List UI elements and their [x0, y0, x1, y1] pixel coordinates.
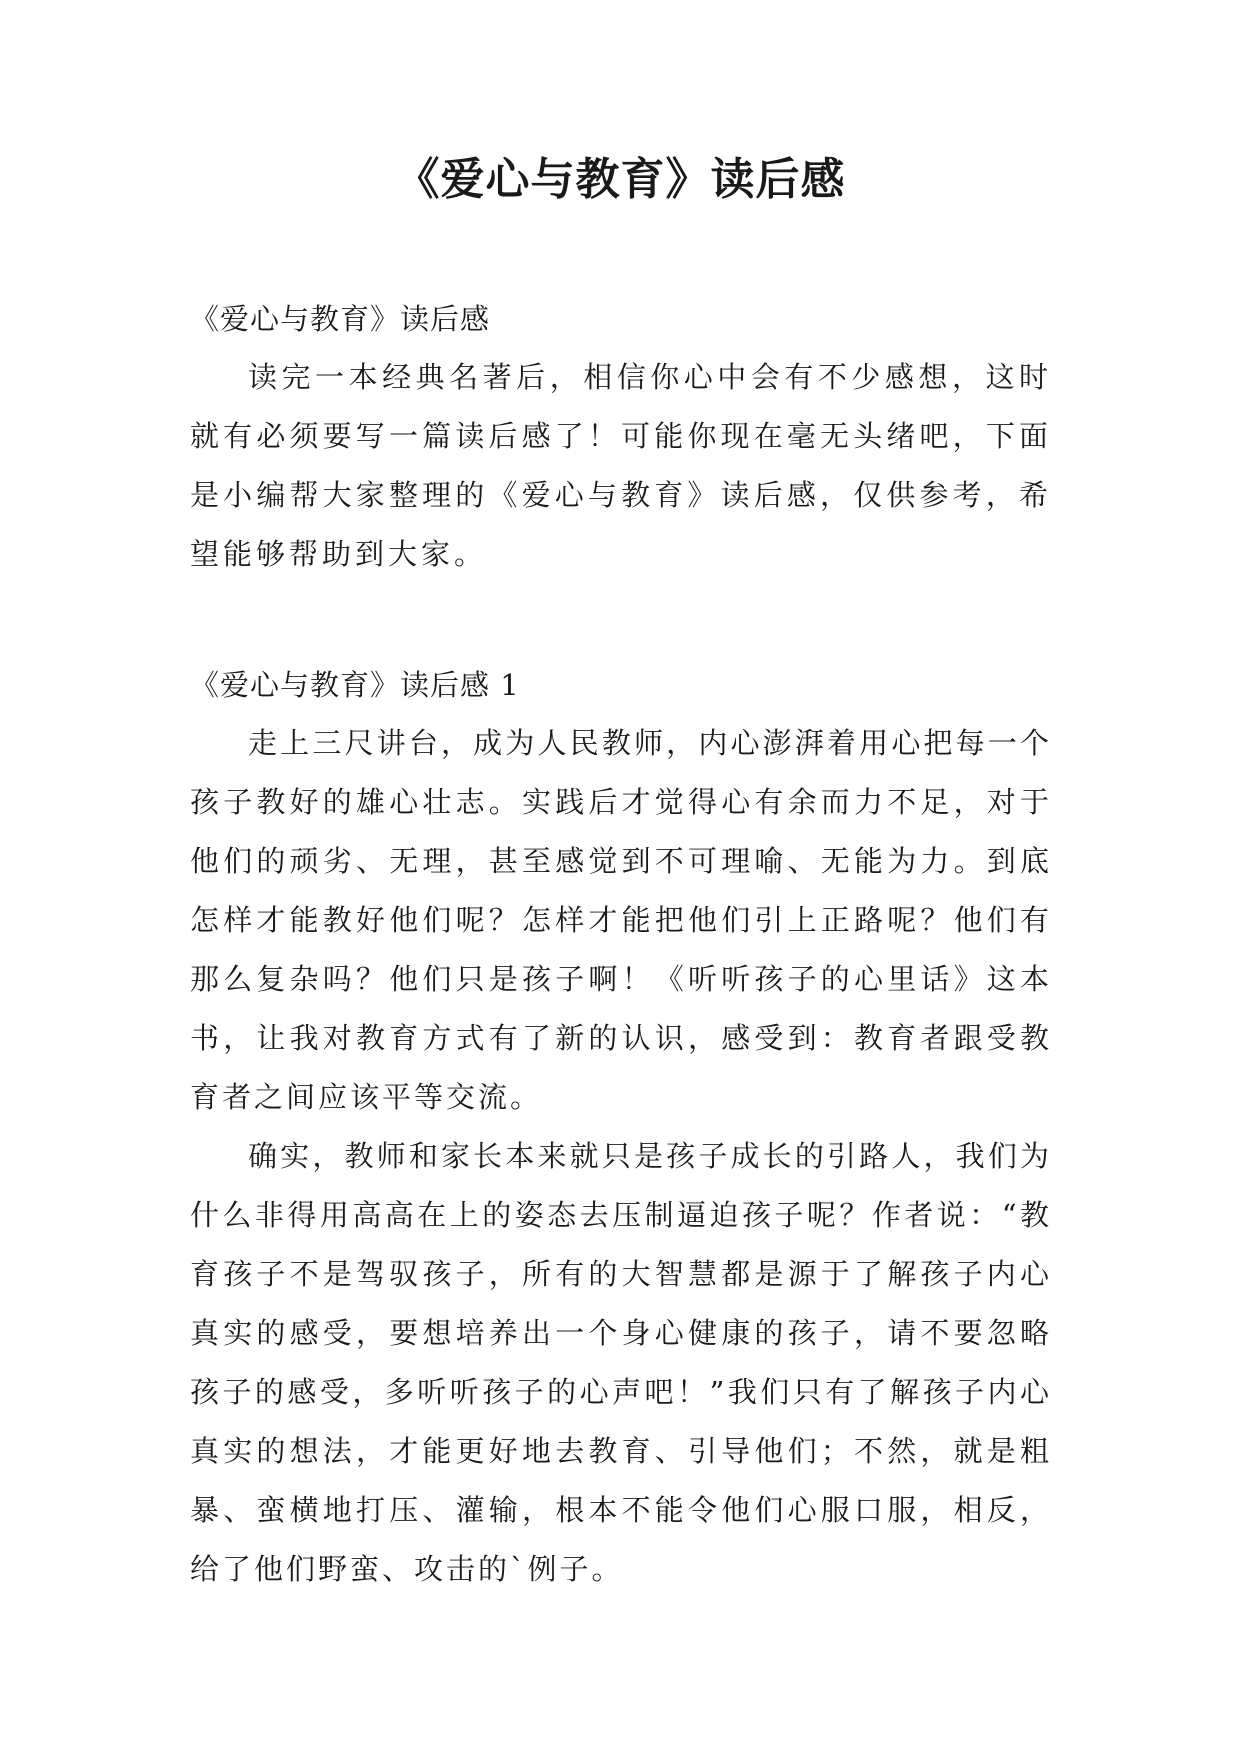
document-body [190, 290, 1052, 1599]
section-1-heading: 《爱心与教育》读后感 1 [190, 668, 520, 702]
section-1-paragraph-2: 确实，教师和家长本来就只是孩子成长的引路人，我们为什么非得用高高在上的姿态去压制逼迫孩子呢？作者说：“教育孩子不是驾驭孩子，所有的大智慧都是源于了解孩子内心真实的感受，要想培养出一个身心健康的孩子，请不要忽略孩子的感受，多听听孩子的心声吧！”我们只有了解孩子内心真实的想法，才能更好地去教育、引导他们；不然，就是粗暴、蛮横地打压、灌输，根本不能令他们心服口服，相反，给了他们野蛮、攻击的`例子。 [190, 1139, 1052, 1586]
section-1-paragraph-1: 走上三尺讲台，成为人民教师，内心澎湃着用心把每一个孩子教好的雄心壮志。实践后才觉得心有余而力不足，对于他们的顽劣、无理，甚至感觉到不可理喻、无能为力。到底怎样才能教好他们呢？怎样才能把他们引上正路呢？他们有那么复杂吗？他们只是孩子啊！《听听孩子的心里话》这本书，让我对教育方式有了新的认识，感受到：教育者跟受教育者之间应该平等交流。 [190, 726, 1052, 1114]
document-title: 《爱心与教育》读后感 [395, 154, 846, 205]
intro-paragraph: 读完一本经典名著后，相信你心中会有不少感想，这时就有必须要写一篇读后感了！可能你现在毫无头绪吧，下面是小编帮大家整理的《爱心与教育》读后感，仅供参考，希望能够帮助到大家。 [190, 360, 1052, 571]
section-spacer [190, 584, 1052, 656]
intro-heading: 《爱心与教育》读后感 [190, 302, 491, 336]
